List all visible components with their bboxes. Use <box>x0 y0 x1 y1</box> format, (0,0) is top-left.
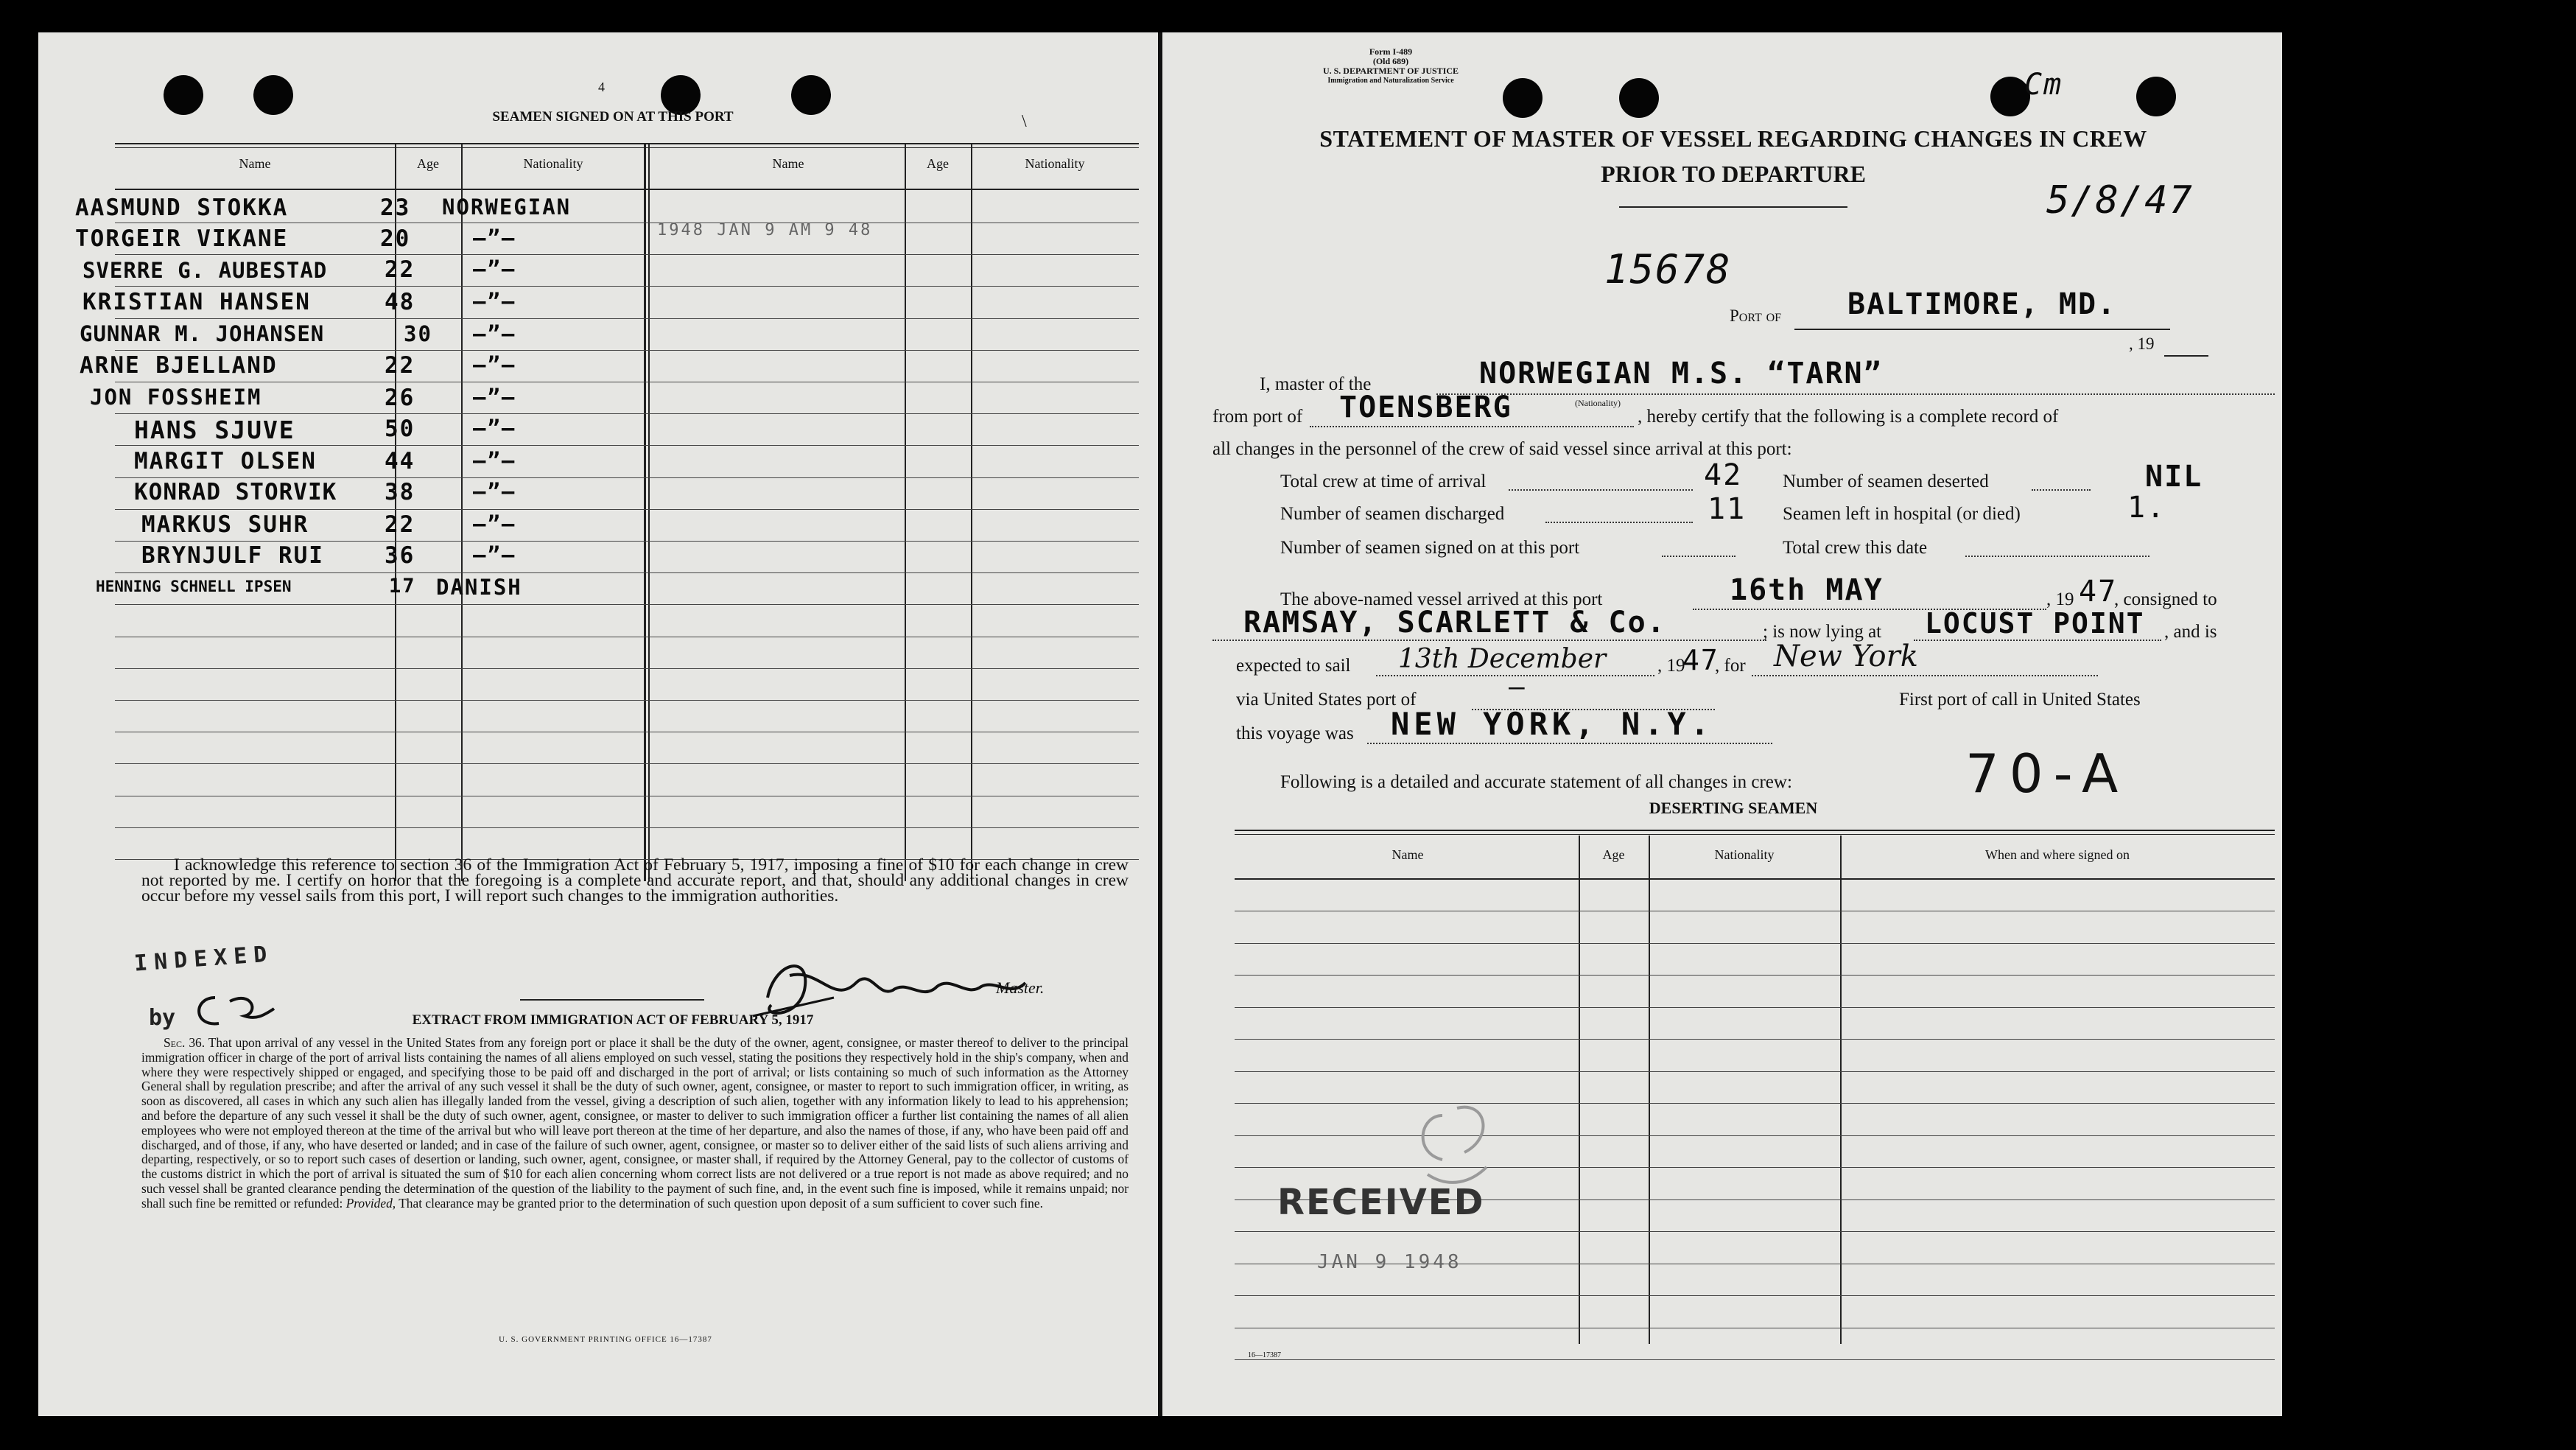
extract-body: That upon arrival of any vessel in the United States from any foreign port or place it shall be the duty of the owner, agent, consignee, or master thereof to deliver to the principal immigration officer in charge of the port of arrival lists containing the names of all aliens employed on such vessel, stating the positions they respectively hold in the ship's company, when and where they were respectively shipped or engaged, and specifying those to be paid off and discharged in the port of arrival; or lists containing so much of such information as the Attorney General shall by regulation prescribe; and after the arrival of any such vessel it shall be the duty of such owner, agent, consignee, or master to report to such immigration officer, in writing, as soon as discovered, all cases in which any such alien has illegally landed from the vessel, giving a description of such alien, together with any information likely to lead to his apprehension; and before the departure of any such vessel it shall be the duty of such owner, agent, consignee, or master to deliver to such immigration officer a further list containing the names of all alien employees who were not employed thereon at the time of the arrival but who will leave port thereon at the time of her departure, and also the names of those, if any, who have been paid off and discharged, and of those, if any, who have deserted or landed; and in case of the failure of such owner, agent, consignee, or master so to deliver either of the said lists of such aliens arriving and departing, respectively, or so to report such cases of desertion or landing, such owner, agent, consignee, or master shall, if required by the Attorney General, pay to the collector of customs of the customs district in which the port of arrival is situated the sum of $10 for each alien concerning whom correct lists are not delivered or a true report is not made as above required; and no such vessel shall be granted clearance pending the determination of the question of the liability to the payment of such fine, and, in the event such fine is imposed, while it remains unpaid; nor shall such fine be remitted or refunded: <box>141 1035 1129 1211</box>
punch-hole <box>253 75 293 115</box>
right-page <box>1162 32 2282 1416</box>
punch-hole <box>164 75 203 115</box>
following-text: Following is a detailed and accurate statement of all changes in crew: <box>1280 772 1792 792</box>
date-stamp: 1948 JAN 9 AM 9 48 <box>657 221 873 239</box>
seaman-age: 36 <box>385 542 415 569</box>
deserting-top-rule-2 <box>1235 834 2275 835</box>
master-label: Master. <box>996 978 1045 997</box>
year-prefix: , 19 <box>2129 335 2155 353</box>
seaman-nationality: NORWEGIAN <box>442 195 572 220</box>
deserting-col-line <box>1840 836 1842 1344</box>
seaman-name: SVERRE G. AUBESTAD <box>83 258 328 283</box>
sail-year-value: 47 <box>1682 644 1719 676</box>
deserting-header-name: Name <box>1391 847 1424 862</box>
sail-label: expected to sail <box>1236 656 1351 676</box>
lying-label: ; is now lying at <box>1763 622 1882 642</box>
via-label: via United States port of <box>1236 690 1417 710</box>
discharged-label: Number of seamen discharged <box>1280 504 1505 524</box>
seaman-age: 48 <box>385 289 415 315</box>
arrived-year-prefix: , 19 <box>2046 589 2074 609</box>
seaman-name: MARKUS SUHR <box>141 511 309 538</box>
form-title-1: STATEMENT OF MASTER OF VESSEL REGARDING CHANGES IN CREW <box>1319 125 2147 152</box>
consignee-line <box>1212 640 1766 641</box>
arrived-label: The above-named vessel arrived at this port <box>1280 589 1603 609</box>
acknowledgement-text: I acknowledge this reference to section 36 of the Immigration Act of February 5, 1917, imposing a fine of $10 for each change in crew not reported by me. I certify on honor that the foregoing is a complete and accurate report, and that, should any additional changes in crew occur before my vessel sails from this port, I will report such changes to the immigration authorities. <box>141 855 1129 906</box>
deserting-col-line <box>1649 836 1650 1344</box>
lying-value: LOCUST POINT <box>1925 607 2145 640</box>
port-label: Port of <box>1730 307 1782 325</box>
consignee-value: RAMSAY, SCARLETT & Co. <box>1243 606 1666 640</box>
seaman-name: JON FOSSHEIM <box>90 385 262 410</box>
row-line <box>115 445 1139 446</box>
for-label: , for <box>1715 656 1746 676</box>
left-page <box>38 32 1158 1416</box>
page-number: 4 <box>598 80 605 94</box>
row-line <box>115 254 1139 255</box>
port-value: BALTIMORE, MD. <box>1847 287 2117 321</box>
seaman-age: 22 <box>385 352 415 379</box>
for-line <box>1752 675 2098 676</box>
extract-rule <box>520 999 704 1001</box>
row-line <box>1235 1039 2275 1040</box>
deserting-title: DESERTING SEAMEN <box>1649 799 1818 817</box>
seaman-age: 22 <box>385 256 415 283</box>
department: U. S. DEPARTMENT OF JUSTICE <box>1322 66 1459 76</box>
form-header <box>1280 47 1501 85</box>
certify-text: , hereby certify that the following is a complete record of <box>1638 407 2059 427</box>
seaman-age: 26 <box>385 385 415 411</box>
from-port-label: from port of <box>1212 407 1303 427</box>
date-handwritten: 5/8/47 <box>2046 178 2194 223</box>
arrived-value: 16th MAY <box>1730 573 1884 607</box>
seaman-nationality: —”— <box>473 352 516 377</box>
row-line <box>1235 943 2275 944</box>
deserting-col-line <box>1579 836 1580 1344</box>
code-handwritten: 70-A <box>1965 743 2129 805</box>
seaman-nationality: —”— <box>473 511 516 536</box>
indexed-initials <box>186 983 289 1034</box>
deserting-top-rule <box>1235 830 2275 831</box>
seaman-nationality: DANISH <box>436 575 522 600</box>
seaman-name: HENNING SCHNELL IPSEN <box>96 578 292 595</box>
extract-lead: Sec. 36. <box>164 1035 206 1050</box>
row-line <box>1235 1007 2275 1008</box>
corner-handwriting: Cm <box>2024 68 2063 102</box>
tick-mark: \ <box>1022 112 1027 131</box>
bottom-code: 16—17387 <box>1248 1351 1281 1359</box>
seaman-name: BRYNJULF RUI <box>141 542 324 569</box>
discharged-value: 11 <box>1708 492 1747 526</box>
punch-hole <box>1503 78 1543 118</box>
deserted-dots <box>2032 489 2091 491</box>
file-number: 15678 <box>1604 246 1732 293</box>
punch-hole <box>2136 77 2176 116</box>
seaman-age: 23 <box>380 195 411 221</box>
seaman-name: HANS SJUVE <box>134 416 295 444</box>
sail-value: 13th December <box>1398 644 1607 674</box>
row-line <box>1235 1071 2275 1072</box>
sail-year-prefix: , 19 <box>1657 656 1685 676</box>
row-line <box>1235 1359 2275 1360</box>
voyage-label: this voyage was <box>1236 724 1354 743</box>
seaman-nationality: —”— <box>473 256 516 281</box>
service: Immigration and Naturalization Service <box>1327 77 1454 85</box>
row-line <box>115 668 1139 669</box>
all-changes-text: all changes in the personnel of the crew of said vessel since arrival at this port: <box>1212 439 1792 459</box>
seaman-age: 44 <box>385 448 415 474</box>
punch-hole <box>1619 78 1659 118</box>
discharged-dots <box>1545 522 1693 523</box>
deserting-header-signed-on: When and where signed on <box>1985 847 2130 862</box>
col-header-age: Age <box>417 156 439 171</box>
deserting-header-nationality: Nationality <box>1714 847 1775 862</box>
row-line <box>115 572 1139 573</box>
seaman-name: TORGEIR VIKANE <box>75 225 289 252</box>
seaman-nationality: —”— <box>473 321 516 346</box>
signed-on-label: Number of seamen signed on at this port <box>1280 538 1580 558</box>
col-header-nationality: Nationality <box>523 156 583 171</box>
seaman-nationality: —”— <box>473 542 516 567</box>
col-header-nationality-2: Nationality <box>1025 156 1085 171</box>
from-port-line <box>1310 426 1634 427</box>
hospital-value: 1. <box>2127 491 2166 525</box>
seaman-nationality: —”— <box>473 385 516 410</box>
row-line <box>115 318 1139 319</box>
total-crew-label: Total crew at time of arrival <box>1280 472 1487 491</box>
row-line <box>115 827 1139 828</box>
voyage-line <box>1367 743 1772 744</box>
col-header-name: Name <box>239 156 271 171</box>
lying-line <box>1914 640 2161 641</box>
seaman-name: ARNE BJELLAND <box>80 352 278 379</box>
vessel-line <box>1436 393 2275 395</box>
row-line <box>115 700 1139 701</box>
extract-tail: That clearance may be granted prior to the determination of such question upon deposit of a sum sufficient to cover such fine. <box>399 1195 1043 1211</box>
signed-on-dots <box>1662 556 1736 557</box>
voyage-value: NEW YORK, N.Y. <box>1391 706 1714 742</box>
row-line <box>115 286 1139 287</box>
row-line <box>115 763 1139 764</box>
for-value: New York <box>1774 640 1918 673</box>
extract-provided: Provided, <box>345 1195 396 1211</box>
form-number: Form I-489 <box>1369 46 1413 57</box>
row-line <box>115 604 1139 605</box>
printing-office: U. S. GOVERNMENT PRINTING OFFICE 16—17387 <box>499 1335 712 1344</box>
deserting-header-age: Age <box>1602 847 1625 862</box>
col-header-age-2: Age <box>927 156 949 171</box>
master-of-label: I, master of the <box>1260 374 1372 394</box>
row-line <box>115 541 1139 542</box>
form-old: (Old 689) <box>1372 56 1409 66</box>
hospital-label: Seamen left in hospital (or died) <box>1783 504 2021 524</box>
and-is-label: , and is <box>2164 622 2217 642</box>
section-title: SEAMEN SIGNED ON AT THIS PORT <box>492 109 734 125</box>
first-port-label: First port of call in United States <box>1899 690 2141 710</box>
total-now-label: Total crew this date <box>1783 538 1928 558</box>
seaman-age: 30 <box>404 321 432 346</box>
seaman-nationality: —”— <box>473 479 516 504</box>
vessel-value: NORWEGIAN M.S. “TARN” <box>1479 357 1883 390</box>
seaman-age: 22 <box>385 511 415 538</box>
seaman-name: AASMUND STOKKA <box>75 195 289 221</box>
row-line <box>1235 1295 2275 1296</box>
extract-title: EXTRACT FROM IMMIGRATION ACT OF FEBRUARY 5, 1917 <box>412 1012 814 1028</box>
row-line <box>1235 1231 2275 1232</box>
seaman-age: 38 <box>385 479 415 505</box>
seaman-name: GUNNAR M. JOHANSEN <box>80 321 325 346</box>
nationality-caption: (Nationality) <box>1575 398 1621 408</box>
extract-text <box>141 1036 1129 1211</box>
seaman-name: KRISTIAN HANSEN <box>83 289 311 315</box>
row-line <box>115 350 1139 351</box>
via-value: — <box>1509 672 1526 702</box>
seaman-age: 17 <box>389 575 416 598</box>
indexed-by: by <box>149 1005 176 1031</box>
deserted-value: NIL <box>2145 460 2203 494</box>
total-crew-dots <box>1509 489 1693 491</box>
col-header-name-2: Name <box>772 156 804 171</box>
seaman-age: 20 <box>380 225 411 252</box>
row-line <box>1235 975 2275 976</box>
deserting-header-rule <box>1235 878 2275 880</box>
seaman-name: KONRAD STORVIK <box>134 479 337 505</box>
title-rule <box>1619 206 1847 208</box>
top-rule-2 <box>115 147 1139 148</box>
port-line <box>1794 329 2170 330</box>
seaman-name: MARGIT OLSEN <box>134 448 317 474</box>
deserted-label: Number of seamen deserted <box>1783 472 1989 491</box>
indexed-stamp: INDEXED <box>133 941 275 977</box>
form-title-2: PRIOR TO DEPARTURE <box>1601 161 1866 187</box>
consigned-label: , consigned to <box>2114 589 2217 609</box>
row-line <box>115 509 1139 510</box>
seaman-nationality: —”— <box>473 225 516 251</box>
top-rule <box>115 143 1139 144</box>
seaman-nationality: —”— <box>473 416 516 441</box>
year-line <box>2164 355 2208 357</box>
from-port-value: TOENSBERG <box>1339 390 1512 424</box>
seaman-age: 50 <box>385 416 415 442</box>
header-rule <box>115 189 1139 190</box>
total-now-dots <box>1965 556 2149 557</box>
total-crew-value: 42 <box>1704 458 1743 492</box>
seaman-nationality: —”— <box>473 448 516 473</box>
arrived-year-value: 47 <box>2079 575 2118 609</box>
received-stamp: RECEIVED <box>1277 1182 1485 1223</box>
row-line <box>115 477 1139 478</box>
received-date: JAN 9 1948 <box>1317 1251 1462 1273</box>
row-line <box>115 413 1139 414</box>
seaman-nationality: —”— <box>473 289 516 314</box>
